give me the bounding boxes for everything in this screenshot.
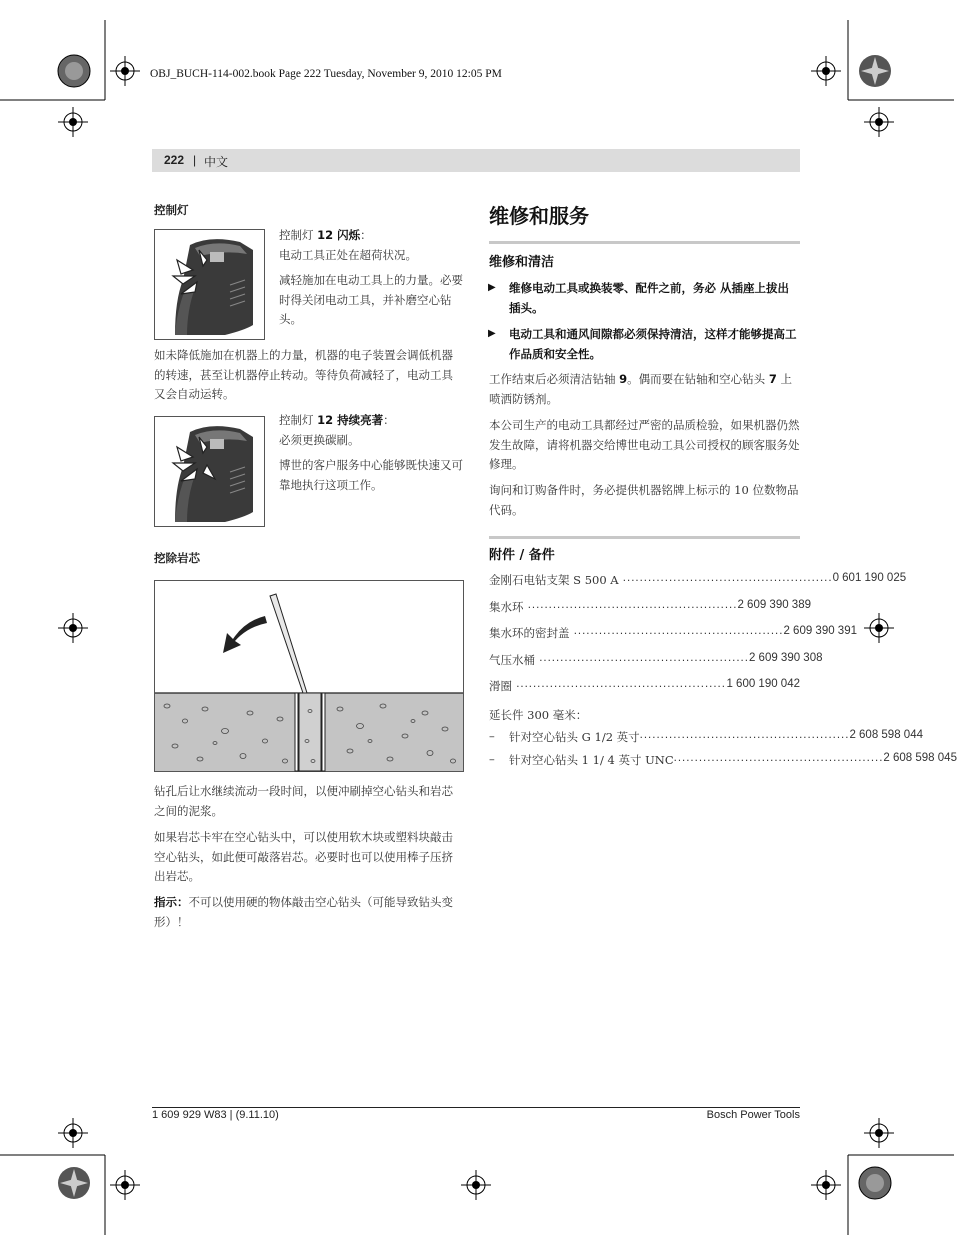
blink-title-suffix: ： bbox=[360, 228, 372, 242]
extension-number: 2 608 598 044 bbox=[849, 729, 923, 741]
registration-target-icon bbox=[461, 1170, 491, 1200]
core-removal-heading: 挖除岩芯 bbox=[154, 551, 200, 565]
steady-text-2: 博世的客户服务中心能够既快速又可靠地执行这项工作。 bbox=[279, 458, 463, 492]
core-removal-illustration bbox=[155, 581, 463, 771]
maintenance-service-heading: 维修和服务 bbox=[489, 204, 589, 228]
registration-target-icon bbox=[58, 613, 88, 643]
accessory-name: 集水环 bbox=[489, 600, 524, 614]
spindle-ref: 9 bbox=[619, 372, 628, 386]
steady-title bbox=[279, 411, 463, 431]
accessory-row bbox=[489, 625, 857, 641]
extension-dash: – bbox=[489, 729, 495, 743]
bullet-triangle-icon: ▶ bbox=[488, 328, 496, 339]
control-light-heading: 控制灯 bbox=[154, 203, 189, 217]
footer-doc-number: 1 609 929 W83 | (9.11.10) bbox=[152, 1109, 279, 1121]
leader-dots: .................................................. bbox=[618, 572, 833, 584]
accessory-name: 集水环的密封盖 bbox=[489, 626, 570, 640]
color-registration-star-icon bbox=[57, 54, 91, 88]
registration-target-icon bbox=[811, 56, 841, 86]
cleaning-text-a: 工作结束后必须清洁钻轴 bbox=[489, 372, 620, 386]
leader-dots: .................................................. bbox=[639, 729, 850, 741]
accessory-number: 2 609 390 391 bbox=[783, 625, 857, 637]
overload-paragraph: 如未降低施加在机器上的力量，机器的电子装置会调低机器的转速，甚至让机器停止转动。等待负荷减轻了，电动工具又会自动运转。 bbox=[154, 348, 453, 401]
accessory-name: 气压水桶 bbox=[489, 653, 535, 667]
footer-rule bbox=[152, 1107, 800, 1108]
blink-text-2: 减轻施加在电动工具上的力量。必要时得关闭电动工具，并补磨空心钻头。 bbox=[279, 273, 463, 326]
extension-row bbox=[489, 752, 957, 768]
book-info-line: OBJ_BUCH-114-002.book Page 222 Tuesday, November 9, 2010 12:05 PM bbox=[150, 68, 502, 80]
bullet-triangle-icon: ▶ bbox=[488, 282, 496, 293]
header-language: 中文 bbox=[204, 155, 229, 169]
leader-dots: .................................................. bbox=[569, 625, 784, 637]
blink-title-prefix: 控制灯 bbox=[279, 228, 318, 242]
accessories-heading: 附件 / 备件 bbox=[489, 548, 555, 563]
extension-name: 针对空心钻头 G 1/2 英寸 bbox=[509, 730, 640, 744]
ordering-paragraph: 询问和订购备件时，务必提供机器铭牌上标示的 10 位数物品代码。 bbox=[489, 483, 799, 517]
section-rule bbox=[489, 536, 800, 539]
maintenance-cleaning-heading: 维修和清洁 bbox=[489, 255, 555, 270]
steady-text-1: 必须更换碳刷。 bbox=[279, 432, 360, 447]
extension-label: 延长件 300 毫米： bbox=[489, 708, 588, 722]
leader-dots: .................................................. bbox=[673, 752, 884, 764]
accessory-name: 滑圈 bbox=[489, 679, 512, 693]
registration-target-icon bbox=[58, 107, 88, 137]
registration-target-icon bbox=[864, 107, 894, 137]
registration-target-icon bbox=[110, 56, 140, 86]
accessory-row bbox=[489, 572, 907, 588]
repair-paragraph: 本公司生产的电动工具都经过严密的品质检验，如果机器仍然发生故障，请将机器交给博世电动工具公司授权的顾客服务处修理。 bbox=[489, 418, 800, 471]
steady-description bbox=[279, 411, 463, 495]
extension-name: 针对空心钻头 1 1/ 4 英寸 UNC bbox=[509, 753, 674, 767]
registration-target-icon bbox=[864, 613, 894, 643]
tool-indicator-figure-steady bbox=[154, 416, 265, 527]
color-registration-star-icon bbox=[858, 1166, 892, 1200]
tool-steady-light-illustration bbox=[155, 417, 264, 526]
cleaning-text-d: 上喷洒防锈剂。 bbox=[489, 372, 792, 406]
page-header bbox=[152, 149, 800, 172]
accessory-row bbox=[489, 678, 800, 694]
steady-title-bold: 12 持续亮著 bbox=[317, 413, 384, 427]
extension-dash: – bbox=[489, 752, 495, 766]
cleaning-text-c: 。偶而要在钻轴和空心钻头 bbox=[627, 372, 769, 386]
note-paragraph bbox=[154, 893, 463, 932]
extension-number: 2 608 598 045 bbox=[883, 752, 957, 764]
extension-row bbox=[489, 729, 923, 745]
accessory-number: 2 609 390 389 bbox=[737, 599, 811, 611]
accessory-row bbox=[489, 652, 823, 668]
leader-dots: .................................................. bbox=[523, 599, 738, 611]
color-registration-star-icon bbox=[858, 54, 892, 88]
core-paragraph-1: 钻孔后让水继续流动一段时间，以便冲刷掉空心钻头和岩芯之间的泥浆。 bbox=[154, 784, 453, 818]
accessory-number: 1 600 190 042 bbox=[726, 678, 800, 690]
registration-target-icon bbox=[110, 1170, 140, 1200]
blink-title-bold: 12 闪烁 bbox=[317, 228, 361, 242]
accessory-number: 2 609 390 308 bbox=[748, 652, 823, 664]
accessory-row bbox=[489, 599, 811, 615]
registration-target-icon bbox=[864, 1118, 894, 1148]
steady-title-suffix: ： bbox=[383, 413, 395, 427]
bullet-keep-clean bbox=[489, 324, 800, 364]
steady-title-prefix: 控制灯 bbox=[279, 413, 318, 427]
accessory-name: 金刚石电钻支架 S 500 A bbox=[489, 573, 619, 587]
note-label: 指示： bbox=[154, 895, 189, 909]
bullet-unplug bbox=[489, 278, 800, 318]
leader-dots: .................................................. bbox=[535, 652, 749, 664]
core-removal-figure bbox=[154, 580, 464, 772]
core-bit-ref: 7 bbox=[768, 372, 777, 386]
page-number: 222 bbox=[164, 153, 185, 167]
core-paragraph-2: 如果岩芯卡牢在空心钻头中，可以使用软木块或塑料块敲击空心钻头，如此便可敲落岩芯。必要时也可以使用棒子压挤出岩芯。 bbox=[154, 830, 453, 883]
bullet-keep-clean-text: 电动工具和通风间隙都必须保持清洁，这样才能够提高工作品质和安全性。 bbox=[509, 327, 797, 361]
footer-brand: Bosch Power Tools bbox=[706, 1109, 800, 1121]
blink-text-1: 电动工具正处在超荷状况。 bbox=[279, 247, 417, 262]
blink-description bbox=[279, 226, 463, 330]
note-text: 不可以使用硬的物体敲击空心钻头（可能导致钻头变形）！ bbox=[154, 895, 453, 929]
tool-blinking-light-illustration bbox=[155, 230, 264, 339]
header-separator: | bbox=[193, 153, 197, 167]
bullet-unplug-text: 维修电动工具或换装零、配件之前，务必 从插座上拔出插头。 bbox=[509, 281, 790, 315]
section-rule bbox=[489, 241, 800, 244]
accessory-number: 0 601 190 025 bbox=[832, 572, 907, 584]
color-registration-star-icon bbox=[57, 1166, 91, 1200]
tool-indicator-figure-blinking bbox=[154, 229, 265, 340]
blink-title bbox=[279, 226, 463, 246]
leader-dots: .................................................. bbox=[512, 678, 726, 690]
registration-target-icon bbox=[58, 1118, 88, 1148]
registration-target-icon bbox=[811, 1170, 841, 1200]
cleaning-paragraph bbox=[489, 370, 800, 409]
